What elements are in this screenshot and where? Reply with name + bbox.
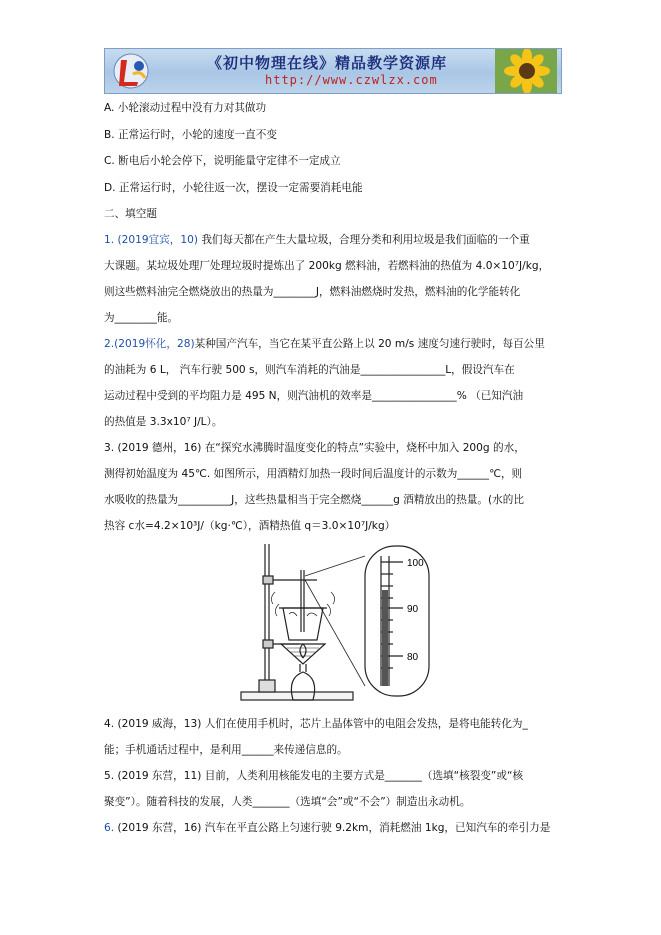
q1-line1: 1. (2019宜宾，10) 我们每天都在产生大量垃圾，合理分类和利用垃圾是我们面临的一个重 [104, 234, 530, 246]
option-c: C. 断电后小轮会停下，说明能量守定律不一定成立 [104, 155, 341, 167]
option-b: B. 正常运行时，小轮的速度一直不变 [104, 129, 277, 141]
q2-line4: 的热值是 3.3x10⁷ J/L）。 [104, 416, 223, 428]
q4-line2: 能；手机通话过程中，是利用______来传递信息的。 [104, 744, 348, 756]
q2-line2: 的油耗为 6 L， 汽车行驶 500 s，则汽车消耗的汽油是________________L，假设汽车在 [104, 364, 515, 376]
q1-line3: 则这些燃料油完全燃烧放出的热量为________J，燃料油燃烧时发热，燃料油的化学能转化 [104, 286, 521, 298]
q5-line2: 聚变”）。随着科技的发展，人类_______（选填“会”或“不会”）制造出永动机。 [104, 796, 471, 808]
banner-title: 《初中物理在线》精品教学资源库 [207, 54, 448, 72]
q2-line1: 2.(2019怀化，28)某种国产汽车，当它在某平直公路上以 20 m/s 速度匀速行驶时，每百公里 [104, 338, 545, 350]
q1-line2: 大课题。某垃圾处理厂处理垃圾时提炼出了 200kg 燃料油，若燃料油的热值为 4.0×10⁷J/kg， [104, 260, 550, 272]
option-d: D. 正常运行时，小轮往返一次，摆设一定需要消耗电能 [104, 182, 363, 194]
q3-line2: 测得初始温度为 45℃. 如图所示，用酒精灯加热一段时间后温度计的示数为______℃，则 [104, 468, 523, 480]
q3-line3: 水吸收的热量为__________J，这些热量相当于完全燃烧______g 酒精放出的热量。(水的比 [104, 494, 524, 506]
q2-line3: 运动过程中受到的平均阻力是 495 N，则汽油机的效率是________________% （已知汽油 [104, 390, 524, 402]
banner-url[interactable]: http://www.czwlzx.com [265, 73, 438, 87]
q5-line1: 5. (2019 东营，11) 目前，人类利用核能发电的主要方式是_______（选填“核裂变”或“核 [104, 770, 524, 782]
thermo-tick-90: 90 [407, 604, 419, 615]
experiment-figure [233, 540, 553, 708]
q3-line1: 3. (2019 德州，16) 在“探究水沸腾时温度变化的特点”实验中，烧杯中加入 200g 的水， [104, 442, 525, 454]
q1-source: 1. (2019宜宾，10) [104, 234, 198, 246]
thermo-tick-80: 80 [407, 652, 419, 663]
q2-source: 2.(2019怀化，28) [104, 338, 195, 350]
sunflower-image [495, 49, 557, 93]
header-banner [104, 48, 562, 94]
section-heading: 二、填空题 [104, 208, 157, 220]
thermo-tick-100: 100 [407, 558, 424, 569]
q1-line4: 为________能。 [104, 312, 179, 324]
q4-line1: 4. (2019 威海，13) 人们在使用手机时，芯片上晶体管中的电阻会发热，是将电能转化为_ [104, 718, 528, 730]
q6-line1: 6. (2019 东营，16) 汽车在平直公路上匀速行驶 9.2km，消耗燃油 1kg，已知汽车的牵引力是 [104, 822, 551, 834]
option-a: A. 小轮滚动过程中没有力对其做功 [104, 102, 267, 114]
q3-line4: 热容 c水=4.2×10³J/（kg·℃），酒精热值 q＝3.0×10⁷J/kg） [104, 520, 396, 532]
q6-number: 6. [104, 822, 115, 834]
site-logo-icon [111, 52, 151, 90]
